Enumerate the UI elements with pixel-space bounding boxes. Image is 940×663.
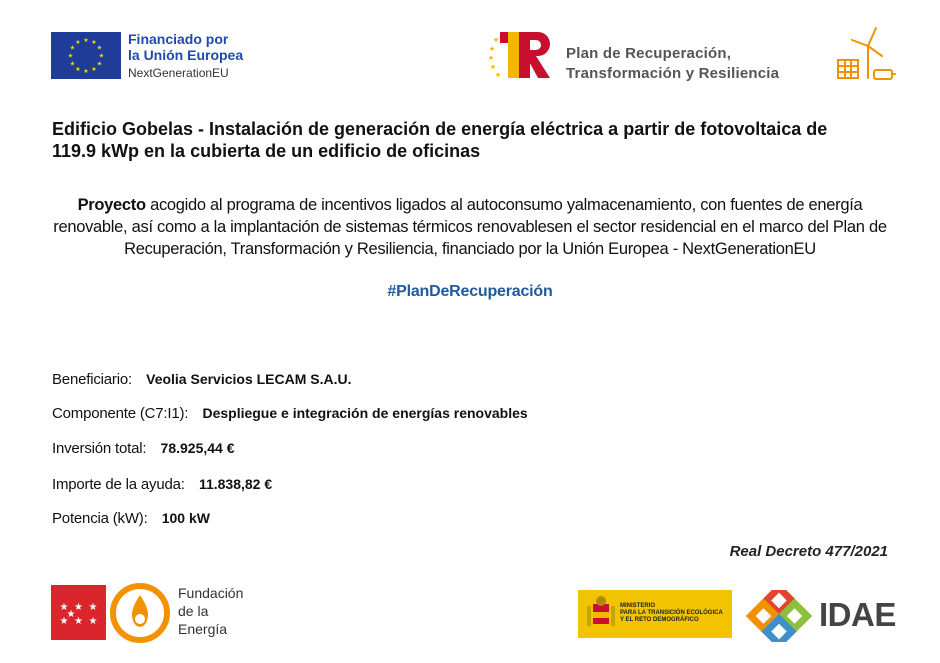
inversion-label: Inversión total: xyxy=(52,440,147,457)
ministerio-line1: MINISTERIO xyxy=(620,603,656,609)
project-title: Edificio Gobelas - Instalación de generación de energía eléctrica a partir de fotovoltaica de 119.9 kWp en la cubierta de un edificio de oficinas xyxy=(52,119,828,161)
fundacion-energia-logo xyxy=(110,583,170,643)
project-description xyxy=(52,194,888,260)
svg-text:★: ★ xyxy=(91,39,97,46)
svg-text:★: ★ xyxy=(494,71,502,79)
beneficiario-label: Beneficiario: xyxy=(52,371,132,388)
svg-text:★: ★ xyxy=(98,52,105,60)
project-lead: Proyecto xyxy=(77,196,146,214)
beneficiario-row xyxy=(52,371,352,388)
potencia-value: 100 kW xyxy=(161,510,210,526)
ayuda-label: Importe de la ayuda: xyxy=(52,476,185,493)
fundacion-line3: Energía xyxy=(178,621,228,637)
ayuda-row xyxy=(52,476,272,493)
fundacion-line2: de la xyxy=(178,603,209,619)
plan-title-line1: Plan de Recuperación, xyxy=(566,45,732,62)
eu-funding-line1: Financiado por xyxy=(128,31,229,47)
hashtag: #PlanDeRecuperación xyxy=(387,283,553,300)
componente-label: Componente (C7:I1): xyxy=(52,405,189,422)
svg-text:★: ★ xyxy=(492,36,500,44)
svg-text:★: ★ xyxy=(69,44,76,52)
fundacion-text xyxy=(178,584,243,638)
potencia-label: Potencia (kW): xyxy=(52,510,148,527)
svg-text:★: ★ xyxy=(83,68,89,75)
inversion-value: 78.925,44 € xyxy=(160,440,235,456)
svg-text:★: ★ xyxy=(74,616,83,627)
eu-flag-logo xyxy=(51,32,121,79)
svg-text:★: ★ xyxy=(59,602,69,613)
ministerio-line3: Y EL RETO DEMOGRÁFICO xyxy=(620,617,699,623)
plan-title-line2: Transformación y Resiliencia xyxy=(566,65,780,82)
comunidad-madrid-logo xyxy=(51,585,106,640)
fundacion-line1: Fundación xyxy=(178,585,244,601)
idae-wordmark: IDAE xyxy=(819,596,896,633)
svg-text:★: ★ xyxy=(67,52,74,60)
svg-text:★: ★ xyxy=(66,609,76,620)
componente-value: Despliegue e integración de energías renovables xyxy=(202,405,528,421)
svg-text:★: ★ xyxy=(83,37,89,44)
svg-text:★: ★ xyxy=(488,54,495,62)
svg-text:★: ★ xyxy=(488,45,496,53)
project-description-text: acogido al programa de incentivos ligados al autoconsumo yalmacenamiento, con fuentes de energía renovable, así como a la implantación de sistemas térmicos renovablesen el sector residencial en el marco del Plan de Recuperación, Transformación y Resiliencia, financiado por la Unión Europea - NextGenerationEU xyxy=(53,196,887,258)
ministerio-line2: PARA LA TRANSICIÓN ECOLÓGICA xyxy=(620,610,723,616)
idae-logo-mark xyxy=(744,590,814,642)
svg-text:★: ★ xyxy=(88,616,98,627)
inversion-row xyxy=(52,440,235,457)
beneficiario-value: Veolia Servicios LECAM S.A.U. xyxy=(146,371,352,387)
svg-text:★: ★ xyxy=(88,602,98,613)
ayuda-value: 11.838,82 € xyxy=(198,476,273,492)
svg-text:★: ★ xyxy=(91,66,97,73)
svg-text:★: ★ xyxy=(96,44,103,52)
potencia-row xyxy=(52,510,210,527)
svg-text:★: ★ xyxy=(59,616,69,627)
svg-text:★: ★ xyxy=(489,63,497,71)
wind-solar-icon xyxy=(832,24,898,86)
componente-row xyxy=(52,405,528,422)
eu-funding-line3: NextGenerationEU xyxy=(128,66,229,80)
ministerio-logo xyxy=(578,590,732,638)
real-decreto: Real Decreto 477/2021 xyxy=(729,543,888,560)
svg-text:★: ★ xyxy=(69,60,76,68)
prtr-logo xyxy=(488,28,554,84)
svg-text:★: ★ xyxy=(75,66,81,73)
svg-text:★: ★ xyxy=(75,39,81,46)
svg-text:★: ★ xyxy=(96,60,103,68)
eu-funding-line2: la Unión Europea xyxy=(128,47,244,63)
svg-text:★: ★ xyxy=(74,602,83,613)
